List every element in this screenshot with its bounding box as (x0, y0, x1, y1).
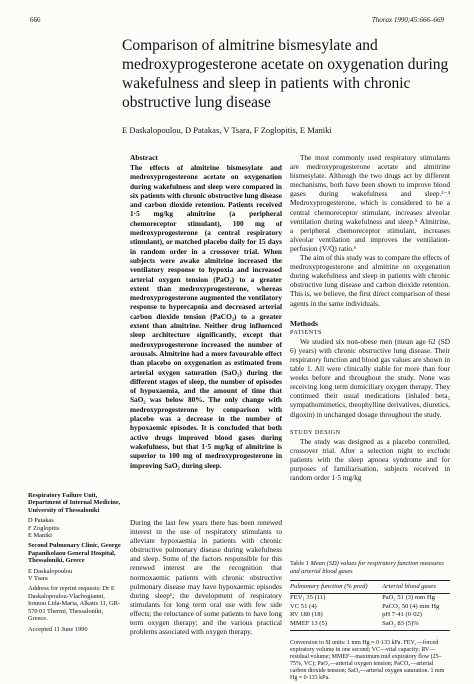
table-header-pulmonary: Pulmonary function (% pred) (290, 581, 382, 594)
right-column (290, 153, 450, 482)
affiliation-1-authors: D Patakas F Zoglopitis E Maniki (28, 517, 60, 540)
table-cell: FEV₁ 35 (11) (290, 594, 326, 602)
author-list: E Daskalopoulou, D Patakas, V Tsara, F Zoglopitis, E Maniki (122, 125, 332, 135)
table-cell: PaO₂ 51 (3) mm Hg (382, 594, 435, 602)
table-caption (290, 560, 450, 575)
table-cell: VC 51 (4) (290, 602, 317, 610)
patients-text: We studied six non-obese men (mean age 62 (SD 6) years) with chronic obstructive lung disease. Their respiratory function and blood gas values are shown in table 1. All were clinically stable for more than four weeks before and throughout the study. None was receiving long term domiciliary oxygen therapy. They continued their usual medications (inhaled beta₂ sympathomimetics, theophylline derivatives, diuretics, digoxin) in unchanged dosage throughout the study. (290, 336, 450, 419)
table-caption-text: Mean (SD) values for respiratory function measures and arterial blood gases (290, 560, 444, 575)
journal-citation: Thorax 1990;45:666–669 (371, 16, 444, 24)
table-cell: RV 180 (18) (290, 611, 323, 619)
table-footnote: Conversion to SI units: 1 mm Hg ≈ 0·133 kPa. FEV₁—forced expiratory volume in one second; VC—vital capacity; RV—residual volume; MMEF—maximum mid expiratory flow (25–75%, VC); PaO₂—arterial oxygen tension; PaCO₂—arterial carbon dioxide tension; SaO₂—arterial oxygen saturation. 1 mm Hg ≈ 0·133 kPa. (290, 640, 445, 681)
table-header-blood-gases: Arterial blood gases (382, 581, 450, 594)
affiliations (28, 492, 124, 636)
table-respiratory-function (290, 580, 450, 631)
table-row (290, 603, 450, 611)
table-cell: MMEF 13 (5) (290, 620, 382, 631)
table-cell: SaO₂ 83 (5)% (382, 620, 450, 631)
page-number: 666 (30, 16, 41, 24)
patients-heading: PATIENTS (290, 328, 322, 336)
table-row (290, 620, 450, 631)
affiliation-1: Respiratory Failure Unit, Department of Internal Medicine, University of Thessaloniki (28, 492, 121, 514)
table-cell: pH 7·41 (0·02) (382, 611, 422, 619)
table-label: Table 1 (290, 560, 309, 567)
accepted-date: Accepted 11 June 1990 (28, 625, 88, 633)
methods-heading: Methods (290, 318, 318, 328)
introduction-text: During the last few years there has been renewed interest in the use of respiratory stimulants to alleviate hypoxaemia in patients with chronic obstructive pulmonary disease during wakefulness and sleep. Some of the factors responsible for this renewed interest are the recognition that normoxaemic patients with chronic obstructive pulmonary disease may have hypoxaemic episodes during sleep¹; the development of respiratory stimulants for long term oral use with few side effects; the reluctance of some patients to have long term oxygen therapy; and the various practical problems associated with oxygen therapy. (130, 518, 282, 637)
abstract-text: The effects of almitrine bismesylate and medroxyprogesterone acetate on oxygenation during wakefulness and sleep were compared in six patients with chronic obstructive lung disease and carbon dioxide retention. Patients received 1·5 mg/kg almitrine (a peripheral chemoreceptor stimulant), 100 mg of medroxyprogesterone (a central respiratory stimulant), or matched placebo daily for 15 days in random order in a crossover trial. When subjects were awake almitrine increased the ventilatory response to hypoxia and increased arterial oxygen tension (PaO₂) to a greater extent than medroxyprogesterone, whereas medroxyprogesterone augmented the ventilatory response to hypercapnia and decreased arterial carbon dioxide tension (PaCO₂) to a greater extent than almitrine. Neither drug influenced sleep architecture significantly, except that medroxyprogesterone increased the number of arousals. Almitrine had a more favourable effect than placebo on oxygenation as estimated from arterial oxygen saturation (SaO₂) during the different stages of sleep, the number of episodes of hypoxaemia, and the amount of time that SaO₂ was below 80%. The only change with medroxyprogesterone by comparison with placebo was a decrease in the number of hypoxaemic episodes. It is concluded that both active drugs improved blood gases during wakefulness, but that 1·5 mg/kg of almitrine is superior to 100 mg of medroxyprogesterone in improving SaO₂ during sleep. (130, 163, 282, 470)
abstract-heading: Abstract (130, 153, 158, 162)
affiliation-2: Second Pulmonary Clinic, George Papanikolaou General Hospital, Thessaloniki, Greece (28, 542, 121, 565)
intro-paragraph-2: The aim of this study was to compare the effects of medroxyprogesterone and almitrine on oxygenation during wakefulness and sleep in patients with chronic obstructive lung disease and carbon dioxide retention. This is, we believe, the first direct comparison of these agents in the same individuals. (290, 253, 450, 308)
intro-paragraph-1: The most commonly used respiratory stimulants are medroxyprogesterone acetate and almitrine bismesylate. Although the two drugs act by different mechanisms, both have been shown to improve blood gases during wakefulness and sleep.²⁻⁴ Medroxyprogesterone, which is considered to be a central chemoreceptor stimulant, increases alveolar ventilation during wakefulness and sleep.⁵ Almitrine, a peripheral chemoreceptor stimulant, increases alveolar ventilation and improves the ventilation-perfusion (V̇/Q̇) ratio.⁶ (290, 153, 450, 253)
table-cell: PaCO₂ 50 (4) mm Hg (382, 602, 440, 610)
article-title: Comparison of almitrine bismesylate and medroxyprogesterone acetate on oxygenation during wakefulness and sleep in patients with chronic obstructive lung disease (122, 37, 449, 111)
reprint-address: Address for reprint requests: Dr E Daskalopoulou-Vlachogianni, Ionnou Lida-Maria, Alkatis 11, GR-570 01 Thermi, Thessaloniki, Greece. (28, 585, 121, 623)
table-row (290, 611, 450, 619)
table-row (290, 594, 450, 603)
affiliation-2-authors: E Daskalopoulou V Tsara (28, 567, 73, 583)
study-design-heading: STUDY DESIGN (290, 428, 341, 436)
study-design-text: The study was designed as a placebo controlled, crossover trial. After a selection night to exclude patients with the sleep apnoea syndrome and for purposes of familiarisation, subjects received in random order 1·5 mg/kg (290, 436, 450, 483)
